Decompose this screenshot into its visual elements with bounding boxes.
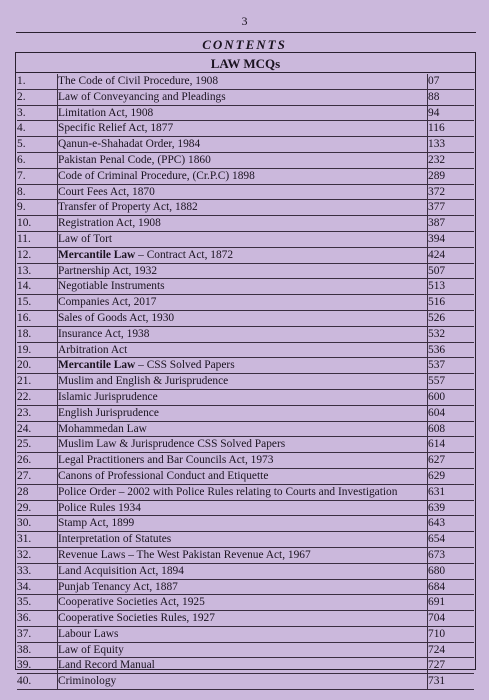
entry-number: 23. (17, 405, 58, 421)
entry-page-number: 133 (428, 137, 475, 153)
entry-number: 37. (17, 626, 58, 642)
entry-number: 1. (17, 74, 58, 89)
entry-title-cell (58, 484, 428, 500)
entry-page-number: 07 (428, 74, 475, 89)
contents-row (17, 421, 474, 437)
contents-row (17, 674, 474, 690)
entry-title: – CSS Solved Papers (135, 359, 235, 372)
contents-row (17, 532, 474, 548)
contents-row (17, 595, 474, 611)
contents-row (17, 121, 474, 137)
entry-title: Police Rules 1934 (58, 501, 141, 514)
entry-number: 39. (17, 658, 58, 674)
entry-title: Law of Equity (58, 643, 124, 656)
entry-number: 12. (17, 247, 58, 263)
entry-title-cell (58, 74, 428, 89)
entry-title: Specific Relief Act, 1877 (58, 122, 174, 135)
contents-row (17, 611, 474, 627)
entry-page-number: 394 (428, 231, 475, 247)
entry-page-number: 724 (428, 642, 475, 658)
entry-number: 27. (17, 468, 58, 484)
entry-title-cell (58, 532, 428, 548)
entry-number: 2. (17, 89, 58, 105)
contents-row (17, 137, 474, 153)
entry-page-number: 424 (428, 247, 475, 263)
entry-number: 31. (17, 532, 58, 548)
entry-number: 32. (17, 547, 58, 563)
contents-row (17, 342, 474, 358)
entry-title: Muslim Law & Jurisprudence CSS Solved Papers (58, 438, 286, 451)
entry-number: 20. (17, 358, 58, 374)
entry-page-number: 691 (428, 595, 475, 611)
contents-row (17, 389, 474, 405)
entry-page-number: 631 (428, 484, 475, 500)
entry-number: 5. (17, 137, 58, 153)
entry-title-cell (58, 247, 428, 263)
entry-page-number: 710 (428, 626, 475, 642)
entry-number: 36. (17, 611, 58, 627)
entry-number: 34. (17, 579, 58, 595)
page-number: 3 (241, 14, 248, 28)
entry-page-number: 536 (428, 342, 475, 358)
entry-number: 3. (17, 105, 58, 121)
entry-title: Insurance Act, 1938 (58, 327, 150, 340)
entry-page-number: 516 (428, 295, 475, 311)
contents-row (17, 642, 474, 658)
contents-row (17, 74, 474, 89)
entry-number: 21. (17, 374, 58, 390)
entry-title: Stamp Act, 1899 (58, 517, 135, 530)
entry-number: 16. (17, 310, 58, 326)
contents-row (17, 468, 474, 484)
entry-title-cell (58, 453, 428, 469)
section-title: LAW MCQs (210, 56, 281, 71)
entry-number: 22. (17, 389, 58, 405)
entry-number: 10. (17, 216, 58, 232)
entry-page-number: 673 (428, 547, 475, 563)
entry-page-number: 643 (428, 516, 475, 532)
entry-title-cell (58, 358, 428, 374)
entry-title-cell (58, 626, 428, 642)
entry-title-cell (58, 310, 428, 326)
entry-title-prefix: Mercantile Law (58, 248, 136, 261)
entry-title: Cooperative Societies Rules, 1927 (58, 612, 215, 625)
entry-title-cell (58, 263, 428, 279)
entry-title-cell (58, 579, 428, 595)
entry-title: Transfer of Property Act, 1882 (58, 201, 198, 214)
contents-row (17, 500, 474, 516)
contents-row (17, 658, 474, 674)
entry-title: Arbitration Act (58, 343, 128, 356)
entry-title: Law of Tort (58, 232, 113, 245)
entry-title-cell (58, 658, 428, 674)
contents-row (17, 89, 474, 105)
entry-number: 33. (17, 563, 58, 579)
entry-page-number: 289 (428, 168, 475, 184)
entry-page-number: 608 (428, 421, 475, 437)
entry-title-cell (58, 389, 428, 405)
entry-number: 4. (17, 121, 58, 137)
entry-title-cell (58, 326, 428, 342)
contents-row (17, 626, 474, 642)
entry-title: Qanun-e-Shahadat Order, 1984 (58, 138, 201, 151)
entry-title-cell (58, 121, 428, 137)
entry-title: Land Acquisition Act, 1894 (58, 564, 184, 577)
contents-row (17, 105, 474, 121)
entry-title: The Code of Civil Procedure, 1908 (58, 75, 219, 87)
entry-title: Police Order – 2002 with Police Rules relating to Courts and Investigation (58, 485, 398, 498)
entry-title: Registration Act, 1908 (58, 217, 161, 230)
contents-row (17, 295, 474, 311)
entry-page-number: 88 (428, 89, 475, 105)
entry-page-number: 704 (428, 611, 475, 627)
entry-title: Islamic Jurisprudence (58, 390, 158, 403)
contents-row (17, 579, 474, 595)
entry-page-number: 684 (428, 579, 475, 595)
header-rule (15, 72, 476, 73)
entry-title-cell (58, 468, 428, 484)
contents-row (17, 279, 474, 295)
entry-number: 25. (17, 437, 58, 453)
entry-title: Canons of Professional Conduct and Etiquette (58, 469, 269, 482)
entry-number: 24. (17, 421, 58, 437)
contents-table (17, 74, 474, 690)
entry-title: English Jurisprudence (58, 406, 159, 419)
contents-row (17, 437, 474, 453)
entry-page-number: 639 (428, 500, 475, 516)
entry-page-number: 532 (428, 326, 475, 342)
entry-number: 26. (17, 453, 58, 469)
entry-title: Labour Laws (58, 627, 119, 640)
entry-number: 8. (17, 184, 58, 200)
entry-title: Companies Act, 2017 (58, 296, 157, 309)
entry-title-cell (58, 611, 428, 627)
entry-title-cell (58, 295, 428, 311)
top-rule (16, 32, 476, 33)
entry-number: 18. (17, 326, 58, 342)
entry-number: 38. (17, 642, 58, 658)
contents-row (17, 184, 474, 200)
entry-number: 30. (17, 516, 58, 532)
contents-row (17, 516, 474, 532)
entry-number: 13. (17, 263, 58, 279)
entry-number: 11. (17, 231, 58, 247)
contents-row (17, 326, 474, 342)
entry-title: Mohammedan Law (58, 422, 147, 435)
entry-title: Land Record Manual (58, 659, 155, 672)
entry-title-cell (58, 89, 428, 105)
entry-page-number: 600 (428, 389, 475, 405)
entry-title: Legal Practitioners and Bar Councils Act, 1973 (58, 454, 274, 467)
entry-title: Code of Criminal Procedure, (Cr.P.C) 1898 (58, 169, 255, 182)
entry-page-number: 654 (428, 532, 475, 548)
contents-heading: CONTENTS (202, 37, 287, 52)
entry-title: Cooperative Societies Act, 1925 (58, 596, 205, 609)
entry-title-cell (58, 405, 428, 421)
entry-title-cell (58, 105, 428, 121)
entry-page-number: 377 (428, 200, 475, 216)
entry-title-cell (58, 642, 428, 658)
entry-number: 19. (17, 342, 58, 358)
contents-row (17, 358, 474, 374)
contents-table-body (17, 74, 474, 690)
entry-title: Court Fees Act, 1870 (58, 185, 155, 198)
contents-row (17, 563, 474, 579)
contents-row (17, 263, 474, 279)
contents-row (17, 247, 474, 263)
entry-title-cell (58, 137, 428, 153)
contents-row (17, 453, 474, 469)
entry-page-number: 731 (428, 674, 475, 690)
entry-title: Punjab Tenancy Act, 1887 (58, 580, 178, 593)
entry-number: 28 (17, 484, 58, 500)
entry-title: Limitation Act, 1908 (58, 106, 154, 119)
entry-page-number: 614 (428, 437, 475, 453)
contents-row (17, 405, 474, 421)
entry-page-number: 727 (428, 658, 475, 674)
entry-number: 35. (17, 595, 58, 611)
contents-row (17, 216, 474, 232)
entry-page-number: 557 (428, 374, 475, 390)
entry-page-number: 629 (428, 468, 475, 484)
entry-title-cell (58, 184, 428, 200)
entry-title-cell (58, 279, 428, 295)
entry-title: Revenue Laws – The West Pakistan Revenue Act, 1967 (58, 548, 311, 561)
entry-title-cell (58, 516, 428, 532)
entry-title: Interpretation of Statutes (58, 533, 172, 546)
entry-title-cell (58, 547, 428, 563)
entry-page-number: 526 (428, 310, 475, 326)
entry-page-number: 387 (428, 216, 475, 232)
entry-page-number: 116 (428, 121, 475, 137)
entry-page-number: 680 (428, 563, 475, 579)
entry-title-cell (58, 563, 428, 579)
entry-title: – Contract Act, 1872 (135, 248, 234, 261)
entry-title-cell (58, 216, 428, 232)
entry-title: Sales of Goods Act, 1930 (58, 311, 175, 324)
contents-row (17, 231, 474, 247)
entry-title-cell (58, 152, 428, 168)
entry-number: 40. (17, 674, 58, 690)
entry-title-cell (58, 168, 428, 184)
entry-page-number: 94 (428, 105, 475, 121)
entry-title-cell (58, 342, 428, 358)
contents-row (17, 200, 474, 216)
entry-number: 15. (17, 295, 58, 311)
entry-page-number: 507 (428, 263, 475, 279)
entry-title: Muslim and English & Jurisprudence (58, 375, 229, 388)
entry-title-cell (58, 200, 428, 216)
contents-row (17, 374, 474, 390)
entry-title-cell (58, 374, 428, 390)
entry-number: 14. (17, 279, 58, 295)
entry-number: 7. (17, 168, 58, 184)
contents-row (17, 310, 474, 326)
contents-row (17, 152, 474, 168)
entry-number: 29. (17, 500, 58, 516)
entry-title: Negotiable Instruments (58, 280, 165, 293)
entry-title-cell (58, 231, 428, 247)
entry-title-cell (58, 595, 428, 611)
entry-title: Partnership Act, 1932 (58, 264, 158, 277)
contents-row (17, 547, 474, 563)
entry-page-number: 372 (428, 184, 475, 200)
entry-title-cell (58, 437, 428, 453)
entry-title: Criminology (58, 675, 117, 688)
entry-page-number: 627 (428, 453, 475, 469)
entry-title: Law of Conveyancing and Pleadings (58, 90, 226, 103)
contents-row (17, 168, 474, 184)
entry-page-number: 513 (428, 279, 475, 295)
entry-page-number: 604 (428, 405, 475, 421)
entry-title-prefix: Mercantile Law (58, 359, 136, 372)
entry-page-number: 232 (428, 152, 475, 168)
contents-row (17, 484, 474, 500)
entry-number: 9. (17, 200, 58, 216)
entry-page-number: 537 (428, 358, 475, 374)
entry-title-cell (58, 421, 428, 437)
entry-title-cell (58, 674, 428, 690)
entry-title-cell (58, 500, 428, 516)
entry-title: Pakistan Penal Code, (PPC) 1860 (58, 153, 211, 166)
entry-number: 6. (17, 152, 58, 168)
